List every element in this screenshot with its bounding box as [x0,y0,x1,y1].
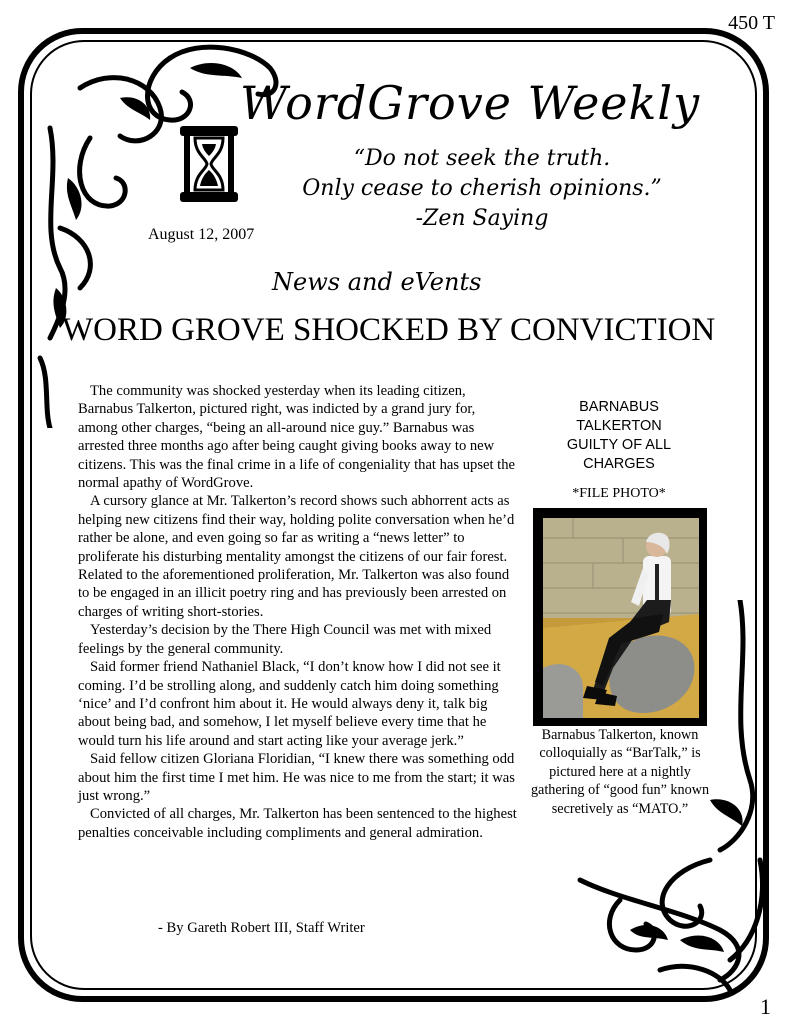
sidebar-title [534,398,704,474]
photo-caption: Barnabus Talkerton, known colloquially as “BarTalk,” is pictured here at a nightly gathering of “good fun” known secretively as “MATO.” [530,727,710,817]
masthead-quote [272,144,692,234]
hourglass-icon [178,124,240,204]
page-number: 1 [760,994,771,1019]
article-paragraph: Yesterday’s decision by the There High Council was met with mixed feelings by the general community. [78,622,492,657]
article-byline: - By Gareth Robert III, Staff Writer [158,920,365,936]
section-title: News and eVents [272,268,482,296]
issue-date: August 12, 2007 [148,226,255,243]
article-paragraph: Convicted of all charges, Mr. Talkerton has been sentenced to the highest penalties conceivable including compliments and general admiration. [78,806,517,841]
quote-line-1: “Do not seek the truth. [353,146,611,171]
file-photo-image [543,518,699,718]
photo-frame [533,508,707,726]
article-body [78,382,518,842]
article-headline: WORD GROVE SHOCKED BY CONVICTION [62,312,716,348]
quote-line-2: Only cease to cherish opinions.” [302,176,662,201]
newsletter-title: WordGrove Weekly [240,76,701,130]
page-code: 450 T [728,12,775,34]
quote-attribution: -Zen Saying [415,206,549,231]
article-paragraph: A cursory glance at Mr. Talkerton’s record shows such abhorrent acts as helping new citizens find their way, holding polite conversation when he’d rather be alone, and even going so far as writing a “news letter” to proliferate his disturbing mentality amongst the citizens of our fair forest. Related to the aforementioned proliferation, Mr. Talkerton was also found to be engaged in an illicit poetry ring and has previously been arrested on charges of writing short-stories. [78,493,515,620]
sidebar-title-line: GUILTY OF ALL [566,437,672,453]
sidebar-title-line: CHARGES [583,456,655,472]
sidebar-title-line: TALKERTON [576,418,662,434]
article-paragraph: Said fellow citizen Gloriana Floridian, “I knew there was something odd about him the first time I met him. He was nice to me from the start; it was just wrong.” [78,751,515,804]
article-paragraph: Said former friend Nathaniel Black, “I don’t know how I did not see it coming. I’d be strolling along, and suddenly catch him doing something ‘nice’ and I’d confront him about it. He would always deny it, talk big about being bad, and somehow, I let myself believe every time that he would turn his life around and start acting like your average jerk.” [78,659,501,749]
sidebar-title-line: BARNABUS [579,399,659,415]
article-paragraph: The community was shocked yesterday when its leading citizen, Barnabus Talkerton, pictured right, was indicted by a grand jury for, among other charges, “being an all-around nice guy.” Barnabus was arrested three months ago after being caught giving books away to new citizens. This was the final crime in a life of congeniality that has upset the normal apathy of WordGrove. [78,383,516,492]
photo-label: *FILE PHOTO* [572,486,666,501]
